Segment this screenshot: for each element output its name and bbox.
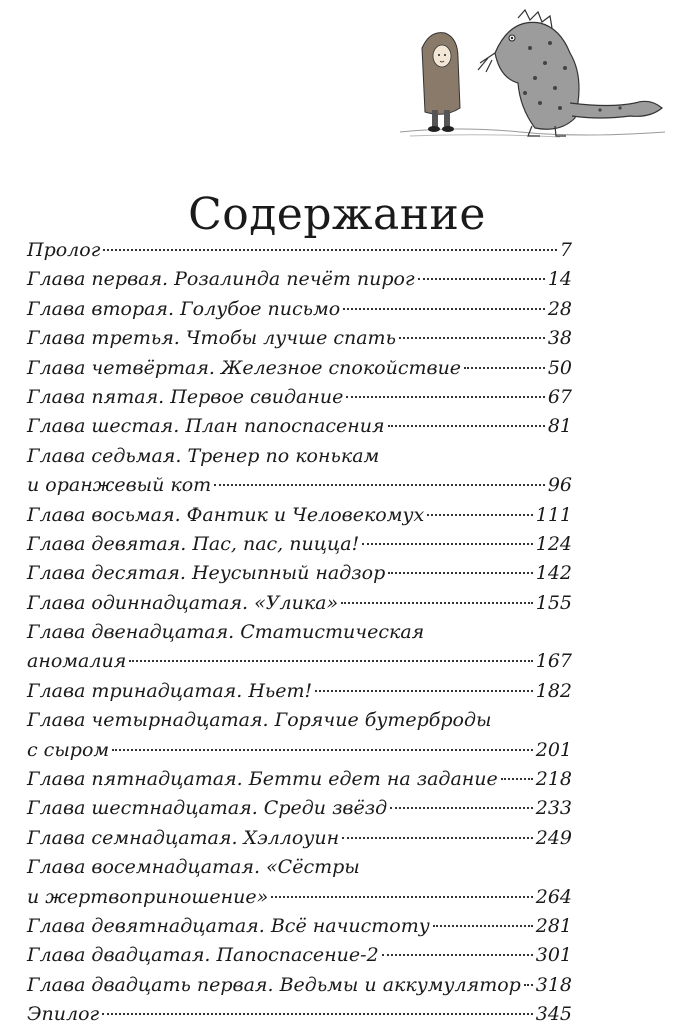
toc-entry-line <box>27 824 572 853</box>
toc-entry-title: Глава десятая. Неусыпный надзор <box>27 562 386 585</box>
dot-leader <box>388 425 545 427</box>
toc-entry-title: Глава девятнадцатая. Всё начистоту <box>27 914 430 937</box>
toc-entry-title: Глава третья. Чтобы лучше спать <box>27 327 396 350</box>
toc-entry-page: 233 <box>535 797 572 820</box>
toc-entry-line <box>27 324 572 353</box>
toc-entry-line <box>27 236 572 265</box>
toc-entry-page: 142 <box>535 562 572 585</box>
toc-entry-title: Глава четырнадцатая. Горячие бутерброды <box>27 709 492 732</box>
toc-entry-page: 28 <box>547 297 572 320</box>
toc-entry-line <box>27 471 572 500</box>
dot-leader <box>388 572 532 574</box>
toc-entry-page: 96 <box>547 474 572 497</box>
toc-entry-title: Глава двадцать первая. Ведьмы и аккумулятор <box>27 973 521 996</box>
toc-entry-title: аномалия <box>27 650 127 673</box>
toc-entry-line <box>27 354 572 383</box>
toc-entry-title: Глава шестнадцатая. Среди звёзд <box>27 797 388 820</box>
toc-entry-page: 14 <box>547 268 572 291</box>
toc-entry-title: и жертвоприношение» <box>27 885 269 908</box>
toc-entry-title: с сыром <box>27 738 110 761</box>
toc-entry-page: 38 <box>547 327 572 350</box>
toc-entry-page: 111 <box>535 503 572 526</box>
toc-entry-line <box>27 883 572 912</box>
toc-entry-title: Глава семнадцатая. Хэллоуин <box>27 826 340 849</box>
toc-entry-page: 67 <box>547 385 572 408</box>
toc-entry-page: 81 <box>547 415 572 438</box>
toc-entry-page: 155 <box>535 591 572 614</box>
toc-entry-line <box>27 559 572 588</box>
toc-entry-title: Глава пятнадцатая. Бетти едет на задание <box>27 768 498 791</box>
dragon-figure <box>478 10 662 136</box>
toc-entry-line <box>27 501 572 530</box>
dot-leader <box>341 602 533 604</box>
toc-entry-title: Глава тринадцатая. Ньет! <box>27 679 313 702</box>
toc-entry-line <box>27 295 572 324</box>
dot-leader <box>390 807 533 809</box>
toc-entry-page: 281 <box>535 914 572 937</box>
toc-entry-title: Глава пятая. Первое свидание <box>27 385 344 408</box>
toc-entry-line <box>27 677 572 706</box>
toc-entry-page: 264 <box>535 885 572 908</box>
toc-entry-line <box>27 530 572 559</box>
dot-leader <box>501 778 533 780</box>
dot-leader <box>315 690 533 692</box>
toc-entry-line <box>27 412 572 441</box>
toc-entry-title: Глава восьмая. Фантик и Человекомух <box>27 503 425 526</box>
toc-entry-title: Глава двенадцатая. Статистическая <box>27 621 425 644</box>
toc-entry-title: Глава двадцатая. Папоспасение-2 <box>27 944 379 967</box>
dot-leader <box>524 984 533 986</box>
toc-entry-line <box>27 647 572 676</box>
toc-entry-title: Эпилог <box>27 1003 100 1026</box>
dot-leader <box>103 249 557 251</box>
toc-entry-page: 301 <box>535 944 572 967</box>
toc-entry-line <box>27 1000 572 1029</box>
toc-entry-page: 7 <box>559 239 572 261</box>
toc-entry-title: Глава седьмая. Тренер по конькам <box>27 444 380 467</box>
toc-entry-line <box>27 442 572 471</box>
dot-leader <box>343 308 545 310</box>
toc-entry-title: Глава одиннадцатая. «Улика» <box>27 591 339 614</box>
dot-leader <box>464 367 545 369</box>
toc-entry-page: 318 <box>535 973 572 996</box>
dot-leader <box>418 278 545 280</box>
toc-entry-line <box>27 765 572 794</box>
child-figure <box>422 33 460 132</box>
dot-leader <box>346 396 545 398</box>
dot-leader <box>214 484 545 486</box>
toc-entry-page: 182 <box>535 679 572 702</box>
dot-leader <box>342 837 533 839</box>
toc-entry-page: 167 <box>535 650 572 673</box>
toc-entry-line <box>27 794 572 823</box>
toc-entry-page: 249 <box>535 826 572 849</box>
toc-entry-line <box>27 971 572 1000</box>
toc-entry-line <box>27 265 572 294</box>
dot-leader <box>271 896 532 898</box>
toc-entry-title: Глава четвёртая. Железное спокойствие <box>27 356 462 379</box>
dot-leader <box>382 954 533 956</box>
toc-entry-line <box>27 736 572 765</box>
dot-leader <box>399 337 545 339</box>
toc-entry-page: 345 <box>535 1003 572 1026</box>
dot-leader <box>102 1013 533 1015</box>
toc-entry-title: и оранжевый кот <box>27 474 212 497</box>
toc-entry-line <box>27 618 572 647</box>
toc-entry-page: 50 <box>547 356 572 379</box>
toc-entry-title: Глава восемнадцатая. «Сёстры <box>27 856 360 879</box>
toc-entry-title: Глава вторая. Голубое письмо <box>27 297 341 320</box>
dot-leader <box>433 925 533 927</box>
toc-entry-line <box>27 706 572 735</box>
table-of-contents <box>27 236 572 1030</box>
toc-entry-title: Пролог <box>27 239 101 261</box>
toc-entry-line <box>27 912 572 941</box>
toc-entry-line <box>27 383 572 412</box>
dot-leader <box>427 514 533 516</box>
dot-leader <box>362 543 533 545</box>
toc-entry-line <box>27 853 572 882</box>
toc-entry-line <box>27 589 572 618</box>
toc-entry-title: Глава шестая. План папоспасения <box>27 415 385 438</box>
page-title: Содержание <box>188 189 486 241</box>
toc-entry-line <box>27 941 572 970</box>
toc-entry-page: 201 <box>535 738 572 761</box>
dot-leader <box>129 660 532 662</box>
toc-entry-title: Глава девятая. Пас, пас, пицца! <box>27 532 360 555</box>
toc-entry-page: 218 <box>535 768 572 791</box>
toc-entry-title: Глава первая. Розалинда печёт пирог <box>27 268 415 291</box>
illustration-child-and-dragon <box>400 8 665 143</box>
toc-entry-page: 124 <box>535 532 572 555</box>
dot-leader <box>112 749 533 751</box>
